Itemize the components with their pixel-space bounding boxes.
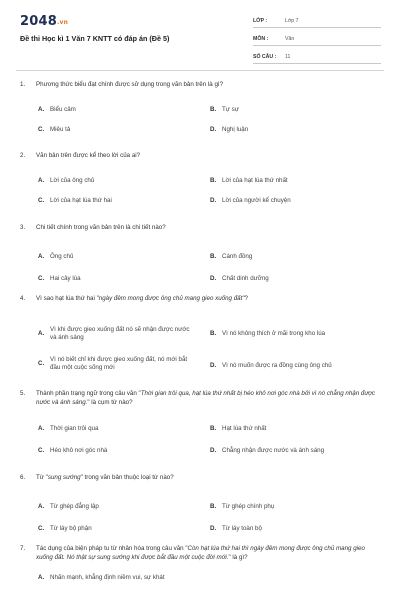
info-row-count — [253, 50, 381, 64]
exam-title: Đề thi Học kì 1 Văn 7 KNTT có đáp án (Đề 5) — [20, 34, 170, 43]
option-b[interactable]: B. Vì nó không thích ở mãi trong kho lúa — [210, 329, 326, 337]
info-label: MÔN : — [253, 35, 269, 42]
question-1 — [20, 81, 382, 133]
question-4 — [20, 295, 382, 371]
info-value: Văn — [285, 35, 295, 42]
question-number: 5. — [20, 390, 26, 397]
info-row-subject — [253, 32, 381, 46]
info-value: 11 — [285, 53, 291, 60]
option-a[interactable]: A. Vì khi được gieo xuống đất nó sẽ nhận được nước và ánh sáng — [38, 325, 190, 341]
question-3 — [20, 224, 382, 282]
question-number: 7. — [20, 545, 26, 552]
info-value: Lớp 7 — [285, 17, 299, 24]
question-stem: Thành phần trạng ngữ trong câu văn "Thời gian trôi qua, hạt lúa thứ nhất bị héo khô nơi góc nhà bởi vì nó chẳng nhận được nước và ánh sáng." là cụm từ nào? — [36, 390, 376, 406]
info-label: LỚP : — [253, 17, 268, 24]
question-2 — [20, 152, 382, 204]
question-number: 1. — [20, 81, 26, 88]
question-7 — [20, 545, 382, 581]
option-c[interactable]: C. Từ láy bộ phận — [38, 524, 92, 532]
question-6 — [20, 474, 382, 532]
option-a[interactable]: A. Thời gian trôi qua — [38, 425, 99, 432]
option-c[interactable]: C. Héo khô nơi góc nhà — [38, 447, 108, 454]
option-a[interactable]: A. Biểu cảm — [38, 105, 76, 113]
option-a[interactable]: A. Nhấn mạnh, khẳng định niềm vui, sự khát — [38, 574, 165, 581]
option-d[interactable]: D. Nghị luận — [210, 125, 249, 133]
option-b[interactable]: B. Từ ghép chính phụ — [210, 502, 275, 510]
question-stem: Vì sao hạt lúa thứ hai "ngày đêm mong được ông chủ mang gieo xuống đất"? — [36, 295, 248, 302]
option-c[interactable]: C. Vì nó biết chỉ khi được gieo xuống đất, nó mới bắt đầu một cuộc sống mới — [38, 355, 188, 371]
header-divider — [16, 70, 384, 71]
question-5 — [20, 390, 382, 454]
option-b[interactable]: B. Tự sự — [210, 105, 239, 113]
option-d[interactable]: D. Vì nó muốn được ra đồng cùng ông chủ — [210, 361, 332, 369]
question-number: 4. — [20, 295, 26, 302]
option-c[interactable]: C. Lời của hạt lúa thứ hai — [38, 196, 112, 204]
option-b[interactable]: B. Lời của hạt lúa thứ nhất — [210, 176, 288, 184]
question-stem: Chi tiết chính trong văn bản trên là chi tiết nào? — [36, 224, 166, 231]
option-c[interactable]: C. Miêu tả — [38, 125, 71, 133]
option-d[interactable]: D. Từ láy toàn bộ — [210, 524, 262, 532]
option-d[interactable]: D. Chất dinh dưỡng — [210, 274, 269, 282]
question-stem: Văn bản trên được kể theo lời của ai? — [36, 152, 141, 159]
option-d[interactable]: D. Lời của người kể chuyện — [210, 196, 291, 204]
option-a[interactable]: A. Ông chủ — [38, 252, 74, 260]
site-logo[interactable]: 2048.vn — [20, 14, 69, 29]
question-number: 2. — [20, 152, 26, 159]
option-b[interactable]: B. Hạt lúa thứ nhất — [210, 425, 267, 432]
info-row-class — [253, 14, 381, 28]
question-stem: Phương thức biểu đạt chính được sử dụng trong văn bản trên là gì? — [36, 81, 224, 88]
option-b[interactable]: B. Cánh đồng — [210, 252, 253, 260]
question-number: 3. — [20, 224, 26, 231]
option-a[interactable]: A. Từ ghép đẳng lập — [38, 502, 99, 510]
info-label: SỐ CÂU : — [253, 53, 277, 60]
option-c[interactable]: C. Hai cây lúa — [38, 274, 81, 282]
question-number: 6. — [20, 474, 26, 481]
exam-info-panel — [253, 14, 381, 68]
option-d[interactable]: D. Chẳng nhận được nước và ánh sáng — [210, 447, 325, 454]
option-a[interactable]: A. Lời của ông chủ — [38, 176, 95, 184]
question-stem: Tác dụng của biện pháp tu từ nhân hóa trong câu văn "Còn hạt lúa thứ hai thì ngày đêm mong được ông chủ mang gieo xuống đất. Nó thật sự sung sướng khi được bắt đầu một cuộc đời mới." là gì? — [36, 545, 365, 561]
question-stem: Từ "sung sướng" trong văn bản thuộc loại từ nào? — [36, 474, 174, 481]
